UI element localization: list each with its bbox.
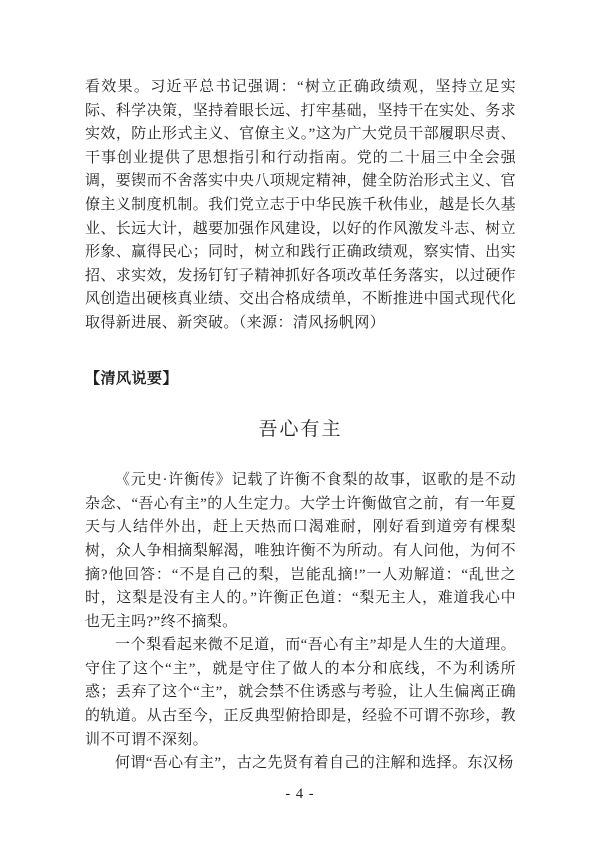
text-block (85, 76, 516, 776)
page-number: - 4 - (285, 786, 315, 802)
body-paragraph: 《元史·许衡传》记载了许衡不食梨的故事，讴歌的是不动杂念、“吾心有主”的人生定力。大学士许衡做官之前，有一年夏天与人结伴外出，赶上天热而口渴难耐，刚好看到道旁有棵梨树，众人争相摘梨解渴，唯独许衡不为所动。有人问他，为何不摘?他回答：“不是自己的梨，岂能乱摘!”一人劝解道：“乱世之时，这梨是没有主人的。”许衡正色道：“梨无主人，难道我心中也无主吗?”终不摘梨。 (85, 472, 516, 630)
article-title: 吾心有主 (258, 419, 343, 441)
body-paragraph: 何谓“吾心有主”，古之先贤有着自己的注解和选择。东汉杨 (115, 755, 514, 772)
section-header: 【清风说要】 (85, 370, 179, 387)
body-paragraph: 一个梨看起来微不足道，而“吾心有主”却是人生的大道理。守住了这个“主”，就是守住了做人的本分和底线，不为利诱所惑；丢弃了这个“主”，就会禁不住诱惑与考验，让人生偏离正确的轨道。从古至今，正反典型俯拾即是，经验不可谓不弥珍，教训不可谓不深刻。 (85, 637, 516, 748)
continuation-paragraph: 看效果。习近平总书记强调：“树立正确政绩观，坚持立足实际、科学决策，坚持着眼长远、打牢基础，坚持干在实处、务求实效，防止形式主义、官僚主义。”这为广大党员干部履职尽责、干事创业提供了思想指引和行动指南。党的二十届三中全会强调，要锲而不舍落实中央八项规定精神，健全防治形式主义、官僚主义制度机制。我们党立志于中华民族千秋伟业，越是长久基业、长远大计，越要加强作风建设，以好的作风激发斗志、树立形象、赢得民心；同时，树立和践行正确政绩观，察实情、出实招、求实效，发扬钉钉子精神抓好各项改革任务落实，以过硬作风创造出硬核真业绩、交出合格成绩单，不断推进中国式现代化取得新进展、新突破。（来源：清风扬帆网） (85, 79, 516, 331)
